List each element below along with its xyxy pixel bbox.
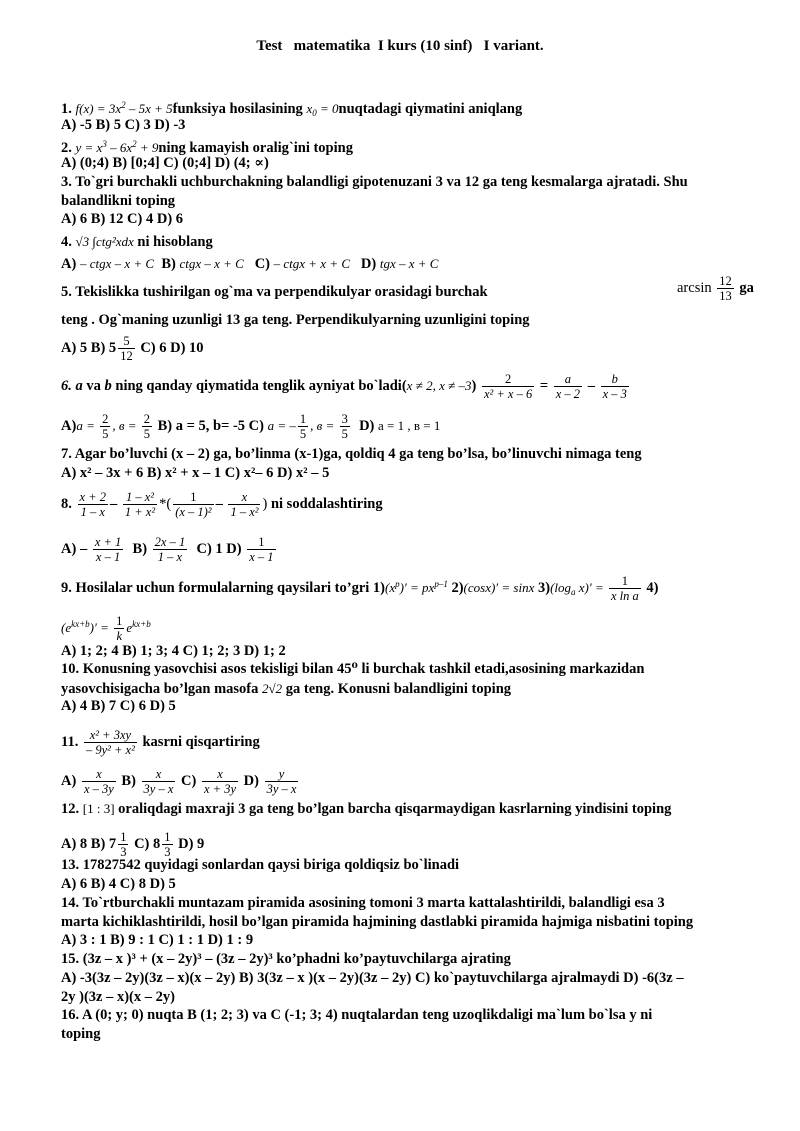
question-text: funksiya hosilasining bbox=[172, 101, 307, 117]
option-c-value: a = – bbox=[267, 417, 296, 433]
option-d-label: D) 9 bbox=[174, 835, 205, 852]
option-a-value: – ctgx – x + C bbox=[79, 256, 155, 271]
fraction: $\frac{x}{3y - x}$ bbox=[143, 767, 174, 796]
question-number: 1. bbox=[61, 101, 72, 117]
fraction: $\frac{3}{5}$ bbox=[341, 412, 348, 441]
fraction: $\frac{b}{x - 3}$ bbox=[602, 372, 627, 401]
fraction: $\frac{\text{1 – x²}}{\text{1 + x²}}$ bbox=[124, 490, 156, 519]
question-number: 11. bbox=[61, 733, 79, 750]
question-text: ning qanday qiymatida tenglik ayniyat bo`ladi( bbox=[111, 377, 407, 394]
answers-12 bbox=[61, 830, 204, 859]
answers-7: A) x² – 3x + 6 B) x² + x – 1 C) x²– 6 D) x² – 5 bbox=[61, 465, 330, 481]
option-a-label: A) bbox=[61, 772, 77, 789]
option-a-value: , в = bbox=[112, 417, 140, 433]
integral-expression: √3 ∫ctg²xdx bbox=[75, 234, 134, 249]
question-number: 6. bbox=[61, 377, 72, 394]
page-title: Test matematika I kurs (10 sinf) I variant. bbox=[256, 38, 544, 54]
option-b-label: B) bbox=[132, 540, 148, 557]
fraction: $\frac{y}{3y - x}$ bbox=[266, 767, 297, 796]
formula-2: (cosx)′ = sinx bbox=[463, 579, 535, 595]
question-10-line-2 bbox=[61, 680, 511, 698]
arcsin-label: arcsin bbox=[677, 279, 712, 296]
fraction: $\frac{x}{\text{1 – x²}}$ bbox=[230, 490, 259, 519]
option-a-value: a = bbox=[76, 417, 99, 433]
option-d-label: D) bbox=[360, 256, 377, 272]
options-ab: A) 5 B) 5 bbox=[61, 339, 117, 356]
options-ab: A) 8 B) 7 bbox=[61, 835, 117, 852]
question-6 bbox=[61, 372, 631, 401]
condition: x ≠ 2, x ≠ –3 bbox=[406, 377, 472, 393]
options-cd: C) 6 D) 10 bbox=[136, 339, 204, 356]
question-5-line-2: teng . Og`maning uzunligi 13 ga teng. Perpendikulyarning uzunligini toping bbox=[61, 312, 530, 328]
answers-9: A) 1; 2; 4 B) 1; 3; 4 C) 1; 2; 3 D) 1; 2 bbox=[61, 643, 286, 659]
fraction: $\frac{5}{12}$ bbox=[120, 334, 133, 363]
formula-1: $(x^p)' = px^{p-1}$ bbox=[384, 578, 448, 595]
answers-1: A) -5 B) 5 C) 3 D) -3 bbox=[61, 117, 186, 133]
fraction: $\frac{1}{3}$ bbox=[120, 830, 127, 859]
question-text: ni hisoblang bbox=[137, 234, 213, 250]
fraction: $\frac{12}{13}$ bbox=[719, 274, 732, 303]
option-d-value: tgx – x + C bbox=[379, 256, 439, 271]
answers-2: A) (0;4) B) [0;4] C) (0;4] D) (4; ∝) bbox=[61, 155, 269, 171]
question-16-line-1: 16. A (0; y; 0) nuqta B (1; 2; 3) va C (-1; 3; 4) nuqtalardan teng uzoqlikdaligi ma`lum bo`lsa y ni bbox=[61, 1007, 653, 1023]
fraction: $\frac{\text{x² + 3xy}}{\text{– 9y² + x²}}$ bbox=[85, 728, 135, 757]
formula-4: $e^{kx+b}$ bbox=[126, 618, 151, 635]
question-text: 9. Hosilalar uchun formulalarning qaysilari to’gri 1) bbox=[61, 579, 385, 596]
option-c-label: C) 8 bbox=[130, 835, 161, 852]
answers-3: A) 6 B) 12 C) 4 D) 6 bbox=[61, 211, 184, 227]
fraction: $\frac{1}{k}$ bbox=[116, 614, 123, 643]
question-5-line-1: 5. Tekislikka tushirilgan og`ma va perpendikulyar orasidagi burchak bbox=[61, 284, 488, 300]
option-a-label: A) bbox=[61, 417, 77, 434]
answers-15-line-1: A) -3(3z – 2y)(3z – x)(x – 2y) B) 3(3z – x )(x – 2y)(3z – 2y) C) ko`paytuvchilarga ajralmaydi D) -6(3z – bbox=[61, 970, 684, 986]
answers-14: A) 3 : 1 B) 9 : 1 C) 1 : 1 D) 1 : 9 bbox=[61, 932, 254, 948]
equals: = bbox=[539, 377, 549, 394]
answers-11 bbox=[61, 767, 300, 796]
fraction: $\frac{x + 2}{1 - x}$ bbox=[79, 490, 106, 519]
fraction: $\frac{1}{3}$ bbox=[164, 830, 171, 859]
fraction: $\frac{x + 1}{x - 1}$ bbox=[94, 535, 122, 564]
option-b-value: ctgx – x + C bbox=[179, 256, 244, 271]
option-c-label: C) bbox=[181, 772, 197, 789]
minus: – bbox=[587, 377, 595, 394]
interval: [1 : 3] bbox=[82, 801, 115, 816]
operator: *( bbox=[159, 495, 172, 512]
question-text: ga teng. Konusni balandligini toping bbox=[282, 681, 512, 697]
question-7: 7. Agar bo’luvchi (x – 2) ga, bo’linma (x-1)ga, qoldiq 4 ga teng bo’lsa, bo’linuvchi nimaga teng bbox=[61, 446, 642, 462]
function-expression: $y = x^3 - 6x^2 + 9$ bbox=[75, 139, 159, 155]
question-12 bbox=[61, 800, 671, 818]
option-b-label: B) bbox=[161, 256, 176, 272]
option-a-label: A) bbox=[61, 540, 77, 557]
question-text: kasrni qisqartiring bbox=[138, 733, 260, 750]
answers-8: A) – $\frac{x + 1}{x - 1}$ B) $\frac{2x - 1}{1 - x}$ C) 1 D) $\frac{1}{x - 1}$ bbox=[61, 535, 274, 564]
question-number: 4. bbox=[61, 234, 72, 250]
question-number: 2. bbox=[61, 140, 72, 156]
question-9 bbox=[61, 574, 659, 603]
question-text: ni soddalashtiring bbox=[267, 495, 383, 512]
option-b-label: B) bbox=[121, 772, 136, 789]
option-c-value: , в = bbox=[310, 417, 338, 433]
question-8: 8. $\frac{x + 2}{1 - x}$ – $\frac{\text{1 – x²}}{\text{1 + x²}}$ *( $\frac{1}{\text{(x – 1)²}}$ – $\frac{x}{\text{1 – x²}}$ ) ni soddalashtiring bbox=[61, 490, 383, 519]
option-d-value: a = 1 , в = 1 bbox=[378, 417, 441, 433]
question-2 bbox=[61, 136, 353, 157]
question-9-formula-4 bbox=[61, 614, 151, 643]
distance-expression: 2√2 bbox=[262, 681, 283, 696]
answers-5 bbox=[61, 334, 204, 363]
question-number: 12. bbox=[61, 801, 80, 817]
question-number: 8. bbox=[61, 495, 72, 512]
item-4-label: 4) bbox=[642, 579, 659, 596]
question-4 bbox=[61, 233, 213, 251]
fraction: $\frac{2x - 1}{1 - x}$ bbox=[154, 535, 186, 564]
var-b: b bbox=[104, 377, 112, 394]
formula-3: ($\log_a$ x)′ = bbox=[550, 579, 607, 597]
fraction: $\frac{1}{5}$ bbox=[299, 412, 307, 441]
option-c-label: C) bbox=[254, 256, 270, 272]
fraction: $\frac{1}{\text{x ln a}}$ bbox=[611, 574, 639, 603]
ga-label: ga bbox=[739, 279, 754, 296]
arcsin-expression bbox=[677, 274, 754, 303]
option-c-value: – ctgx + x + C bbox=[273, 256, 351, 271]
text-va: va bbox=[82, 377, 105, 394]
question-text: ning kamayish oralig`ini toping bbox=[158, 140, 353, 156]
var-a: a bbox=[75, 377, 83, 394]
option-cd-label: C) 1 D) bbox=[196, 540, 242, 557]
option-b-label: B) a = 5, b= -5 C) bbox=[157, 417, 264, 434]
fraction: $\frac{1}{x - 1}$ bbox=[249, 535, 274, 564]
fraction: $\frac{2}{5}$ bbox=[143, 412, 151, 441]
question-text: oraliqdagi maxraji 3 ga teng bo’lgan barcha qisqarmaydigan kasrlarning yindisini toping bbox=[114, 801, 672, 817]
formula-4: $(e^{kx+b})'$ = bbox=[61, 618, 113, 635]
question-15: 15. (3z – x )³ + (x – 2y)³ – (3z – 2y)³ ko’phadni ko’paytuvchilarga ajrating bbox=[61, 951, 511, 967]
fraction: $\frac{x}{x + 3y}$ bbox=[203, 767, 236, 796]
question-13: 13. 17827542 quyidagi sonlardan qaysi biriga qoldiqsiz bo`linadi bbox=[61, 857, 460, 873]
answers-4 bbox=[61, 255, 438, 273]
question-text: yasovchisigacha bo’lgan masofa bbox=[61, 681, 263, 697]
question-14-line-1: 14. To`rtburchakli muntazam piramida asosining tomoni 3 marta kattalashtirildi, balandligi esa 3 bbox=[61, 895, 665, 911]
paren: ) bbox=[471, 377, 477, 394]
question-3-line-1: 3. To`gri burchakli uchburchakning balandligi gipotenuzani 3 va 12 ga teng kesmalarga ajratadi. Shu bbox=[61, 174, 688, 190]
question-10-line-1: 10. Konusning yasovchisi asos tekisligi bilan 45⁰ li burchak tashkil etadi,asosining markazidan bbox=[61, 661, 645, 677]
point-expression: $x_0 = 0$ bbox=[306, 101, 339, 118]
fraction: $\frac{1}{\text{(x – 1)²}}$ bbox=[175, 490, 212, 519]
fraction: $\frac{2}{\text{x² + x – 6}}$ bbox=[483, 372, 533, 401]
question-text: nuqtadagi qiymatini aniqlang bbox=[338, 101, 523, 117]
fraction: $\frac{a}{x - 2}$ bbox=[555, 372, 581, 401]
question-16-line-2: toping bbox=[61, 1026, 101, 1042]
fraction: $\frac{2}{5}$ bbox=[102, 412, 109, 441]
answers-10: A) 4 B) 7 C) 6 D) 5 bbox=[61, 698, 176, 714]
fraction: $\frac{x}{x - 3y}$ bbox=[83, 767, 114, 796]
option-d-label: D) bbox=[243, 772, 259, 789]
item-2-label: 2) bbox=[447, 579, 464, 596]
answers-6 bbox=[61, 412, 440, 441]
question-14-line-2: marta kichiklashtirildi, hosil bo’lgan piramida hajmining dastlabki piramida hajmiga nisbatini toping bbox=[61, 914, 694, 930]
answers-13: A) 6 B) 4 C) 8 D) 5 bbox=[61, 876, 176, 892]
question-11 bbox=[61, 728, 260, 757]
paren: ) bbox=[262, 495, 268, 512]
function-expression: $f(x) = 3x^2 - 5x + 5$ bbox=[75, 100, 173, 116]
question-3-line-2: balandlikni toping bbox=[61, 193, 176, 209]
option-d-label: D) bbox=[359, 417, 375, 434]
option-a-label: A) bbox=[61, 256, 77, 272]
answers-15-line-2: 2y )(3z – x)(x – 2y) bbox=[61, 989, 175, 1005]
item-3-label: 3) bbox=[534, 579, 551, 596]
